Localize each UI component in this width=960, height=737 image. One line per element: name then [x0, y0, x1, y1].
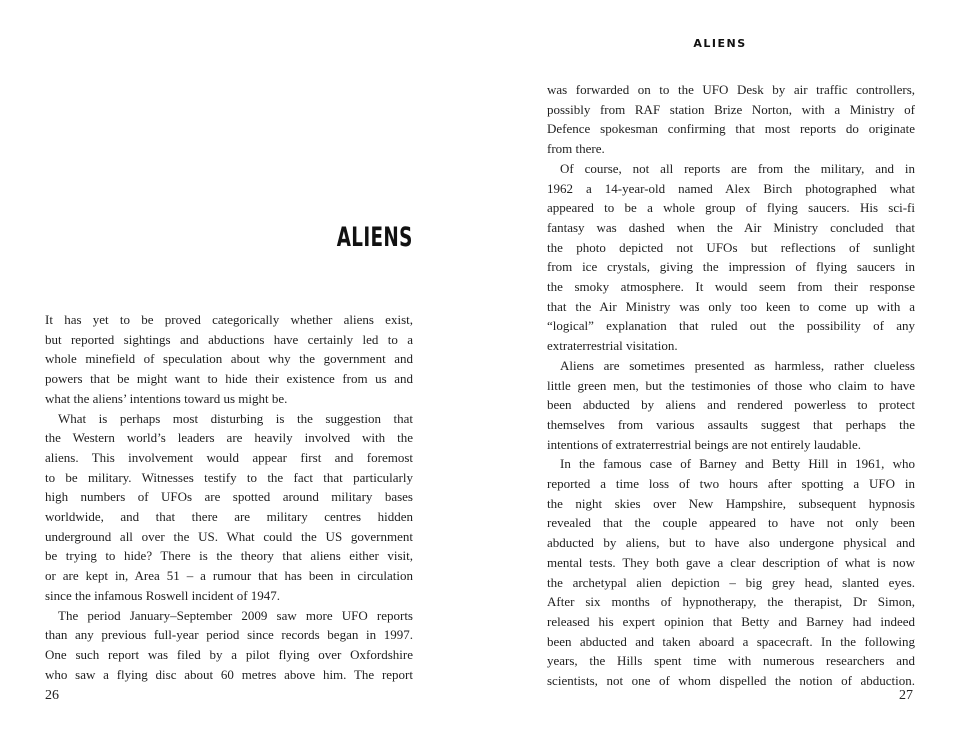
- text-line: the archetypal alien depiction – big grey head, slanted eyes.: [547, 574, 915, 590]
- text-line: from ice crystals, giving the impression of flying saucers in: [547, 259, 915, 275]
- text-line: scientists, not one of whom dispelled the notion of abduction.: [547, 673, 915, 689]
- right-page: [480, 0, 960, 737]
- text-line: themselves from various assaults suggest that perhaps the: [547, 416, 915, 432]
- text-line: “logical” explanation that ruled out the possibility of any: [547, 318, 915, 334]
- text-line: to be military. Witnesses testify to the fact that particularly: [45, 469, 413, 485]
- text-line: reported a time loss of two hours after spotting a UFO in: [547, 476, 915, 492]
- text-line: What is perhaps most disturbing is the suggestion that: [58, 410, 413, 426]
- text-line: extraterrestrial visitation.: [547, 338, 678, 354]
- text-line: who saw a flying disc about 60 metres above him. The report: [45, 666, 413, 682]
- text-line: been abducted by aliens and rendered powerless to protect: [547, 397, 915, 413]
- text-line: whole minefield of speculation about why the government and: [45, 351, 413, 367]
- text-line: One such report was filed by a pilot flying over Oxfordshire: [45, 646, 413, 662]
- text-line: Of course, not all reports are from the military, and in: [560, 160, 915, 176]
- text-line: released his expert opinion that Betty and Barney had indeed: [547, 613, 915, 629]
- text-line: but reported sightings and abductions have certainly led to a: [45, 331, 413, 347]
- chapter-title: ALIENS: [337, 222, 413, 253]
- text-line: that the Air Ministry was only too keen to come up with a: [547, 298, 915, 314]
- text-line: years, the Hills spent time with numerous researchers and: [547, 653, 915, 669]
- text-line: revealed that the couple appeared to have not only been: [547, 515, 915, 531]
- text-line: little green men, but the testimonies of those who claim to have: [547, 377, 915, 393]
- text-line: intentions of extraterrestrial beings are not entirely laudable.: [547, 436, 862, 452]
- text-line: since the infamous Roswell incident of 1947.: [45, 587, 281, 603]
- text-line: be trying to hide? There is the theory that aliens either visit,: [45, 548, 413, 564]
- text-line: high numbers of UFOs are spotted around military bases: [45, 489, 413, 505]
- text-line: the photo depicted not UFOs but reflections of sunlight: [547, 239, 915, 255]
- text-line: Aliens are sometimes presented as harmless, rather clueless: [560, 357, 915, 373]
- text-line: After six months of hypnotherapy, the therapist, Dr Simon,: [547, 594, 915, 610]
- text-line: mental tests. They both gave a clear description of what is now: [547, 554, 915, 570]
- text-line: from there.: [547, 141, 605, 157]
- text-line: abducted by aliens, but to have also undergone physical and: [547, 535, 915, 551]
- text-line: than any previous full-year period since records began in 1997.: [45, 627, 413, 643]
- text-line: The period January–September 2009 saw more UFO reports: [58, 607, 413, 623]
- text-line: 1962 a 14-year-old named Alex Birch photographed what: [547, 180, 915, 196]
- text-line: fantasy was dashed when the Air Ministry concluded that: [547, 219, 915, 235]
- text-line: It has yet to be proved categorically whether aliens exist,: [45, 312, 413, 327]
- text-line: appeared to be a whole group of flying saucers. His sci-fi: [547, 200, 915, 216]
- text-line: the Western world’s leaders are heavily involved with the: [45, 430, 413, 446]
- text-line: the night skies over New Hampshire, subsequent hypnosis: [547, 495, 915, 511]
- right-page-number: 27: [899, 688, 913, 703]
- text-line: the smoky atmosphere. It would seem from their response: [547, 279, 915, 295]
- text-line: powers that be might want to hide their existence from us and: [45, 371, 413, 387]
- right-page-body-text: [547, 80, 915, 691]
- text-line: possibly from RAF station Brize Norton, with a Ministry of: [547, 101, 915, 117]
- text-line: worldwide, and that there are military centres hidden: [45, 509, 413, 525]
- left-page-number: 26: [45, 688, 59, 703]
- text-line: was forwarded on to the UFO Desk by air traffic controllers,: [547, 82, 915, 97]
- text-line: aliens. This involvement would appear first and foremost: [45, 449, 413, 465]
- text-line: underground all over the US. What could the US government: [45, 528, 413, 544]
- text-line: Defence spokesman confirming that most reports do originate: [547, 121, 915, 137]
- left-page-body-text: [45, 310, 413, 684]
- running-head: ALIENS: [693, 37, 747, 50]
- text-line: been abducted and taken aboard a spacecraft. In the following: [547, 633, 915, 649]
- text-line: or are kept in, Area 51 – a rumour that has been in circulation: [45, 568, 413, 584]
- text-line: what the aliens’ intentions toward us might be.: [45, 390, 288, 406]
- text-line: In the famous case of Barney and Betty Hill in 1961, who: [560, 456, 915, 472]
